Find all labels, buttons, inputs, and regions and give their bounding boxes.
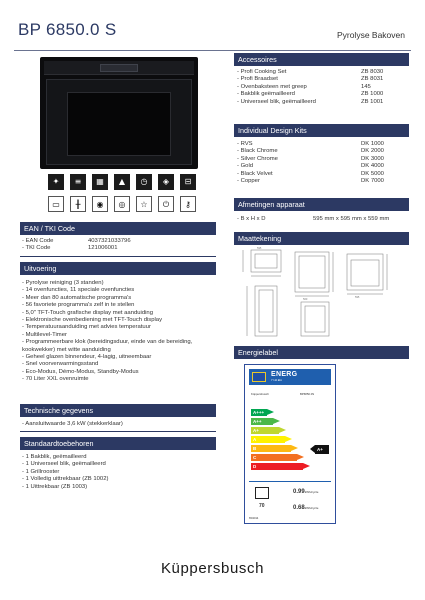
list-item: - Profi Cooking Set ZB 8030 [237, 69, 384, 75]
brand-logo: Küppersbusch [160, 560, 265, 577]
list-item: - Geheel glazen binnendeur, 4-lagig, uitneembaar [22, 354, 152, 361]
temperature-icon: ▲ [114, 174, 130, 190]
section-standaard-header: Standaardtoebehoren [20, 437, 216, 450]
list-item: - Elektronische ovenbediening met TFT-Touch display [22, 317, 163, 324]
list-item: - Multilevel-Timer [22, 331, 67, 338]
section-design-header: Individual Design Kits [234, 124, 409, 137]
energy-class-bar: D [251, 463, 303, 470]
energy-class-bar: C [251, 454, 297, 461]
list-item: - Silver Chrome DK 3000 [237, 155, 384, 162]
ean-divider [20, 256, 216, 257]
energy-class-bar: A++ [251, 418, 273, 425]
list-item: - Programmeerbare klok (bereidingsduur, einde van de bereiding, kookwekker) met witte aanduiding [22, 339, 193, 353]
list-item: - Pyrolyse reiniging (3 standen) [22, 280, 104, 286]
list-item: - B x H x D 595 mm x 595 mm x 559 mm [237, 216, 390, 222]
list-item: - 14 ovenfuncties, 11 speciale ovenfuncties [22, 287, 135, 294]
oven-cavity-icon [255, 487, 269, 499]
dimension-drawing [237, 246, 409, 341]
header-divider [14, 50, 411, 51]
fan-icon: ◎ [114, 196, 130, 212]
star-icon: ☆ [136, 196, 152, 212]
eu-flag-icon [252, 372, 266, 382]
oven-image [40, 57, 198, 169]
list-item: - Black Chrome DK 2000 [237, 148, 384, 155]
kwh-conventional: 0.99kWh/cycle [293, 489, 319, 495]
energy-class-bar: A+++ [251, 409, 267, 416]
product-category: Pyrolyse Bakoven [336, 30, 405, 40]
tki-row: - TKI Code 121006001 [22, 245, 118, 252]
oven-control-panel [44, 61, 194, 75]
list-item: - Universeel blik, geëmailleerd ZB 1001 [237, 98, 384, 105]
kwh-fan: 0.68kWh/cycle [293, 505, 319, 511]
section-afmetingen-header: Afmetingen apparaat [234, 198, 409, 211]
programs-icon: ▦ [92, 174, 108, 190]
oven-window [67, 92, 171, 156]
oven-door [46, 79, 192, 165]
pyrolysis-icon: ✦ [48, 174, 64, 190]
energy-label-header [249, 369, 331, 385]
svg-text:595: 595 [257, 247, 262, 250]
design-list [237, 141, 407, 185]
key-lock-icon: ⚷ [180, 196, 196, 212]
list-item: - Bakblik geëmailleerd ZB 1000 [237, 91, 384, 98]
list-item: - Meer dan 80 automatische programma's [22, 294, 132, 301]
energy-class-bar: A+ [251, 427, 279, 434]
energ-suffix: Y IJA EIA [271, 379, 282, 382]
list-item: - RVS DK 1000 [237, 141, 384, 147]
section-uitvoering-header: Uitvoering [20, 262, 216, 275]
telescopic-rails-icon: ╫ [70, 196, 86, 212]
afmetingen-list [237, 216, 407, 223]
energy-label-divider [249, 481, 331, 482]
list-item: - Black Velvet DK 5000 [237, 170, 384, 177]
list-item: - Eco-Modus, Démo-Modus, Standby-Modus [22, 368, 139, 375]
oven-display [100, 64, 138, 72]
list-item: - 1 Bakblik, geëmailleerd [22, 454, 87, 460]
list-item: - Ovenbaksteen met greep 145 [237, 83, 371, 90]
list-item: - Profi Braadset ZB 8031 [237, 76, 384, 83]
power-icon: ⏻ [158, 196, 174, 212]
energy-class-bar: A [251, 436, 285, 443]
rack-icon: ⊟ [180, 174, 196, 190]
multilevel-icon: ≡ [70, 174, 86, 190]
standaard-list [22, 454, 214, 491]
list-item: - Gold DK 4000 [237, 163, 384, 170]
list-item: - 1 Volledig uittrekbaar (ZB 1002) [22, 476, 109, 483]
regulation-number: 65/2014 [249, 517, 259, 520]
list-item: - Temperatuuraanduiding met advies temperatuur [22, 324, 151, 331]
list-item: - Snel voorverwarmingsstand [22, 361, 99, 368]
list-item: - 70 Liter XXL ovenruimte [22, 376, 89, 383]
list-item: - 1 Universeel blik, geëmailleerd [22, 461, 106, 468]
list-item: - Copper DK 7000 [237, 178, 384, 185]
energy-rating-arrow: A+ [315, 445, 329, 454]
energy-label [244, 364, 336, 524]
energy-label-brand: Küppersbusch [251, 392, 269, 396]
ean-row: - EAN Code 4037321033796 [22, 238, 131, 244]
svg-text:560: 560 [303, 298, 308, 301]
section-accessoires-header: Accessoires [234, 53, 409, 66]
model-title: BP 6850.0 S [18, 20, 117, 39]
energ-text: ENERG [271, 371, 298, 378]
list-item: - 1 Uittrekbaar (ZB 1003) [22, 483, 88, 490]
section-technisch-header: Technische gegevens [20, 404, 216, 417]
eco-icon: ◉ [92, 196, 108, 212]
section-energielabel-header: Energielabel [234, 346, 409, 359]
list-item: - 1 Grillrooster [22, 468, 60, 475]
svg-text:595: 595 [355, 296, 360, 299]
quality-icon: ◈ [158, 174, 174, 190]
technisch-list [22, 421, 214, 428]
door-icon: ▭ [48, 196, 64, 212]
list-item: - 5,0" TFT-Touch grafische display met aanduiding [22, 309, 153, 316]
technisch-divider [20, 431, 216, 432]
list-item: - 56 favoriete programma's zelf in te stellen [22, 302, 135, 309]
list-item: - Aansluitwaarde 3,6 kW (stekkerklaar) [22, 421, 123, 427]
energy-label-model: BP6850.0S [300, 392, 315, 396]
ean-list [22, 238, 212, 253]
energy-class-bar: B [251, 445, 291, 452]
section-ean-header: EAN / TKI Code [20, 222, 216, 235]
timer-icon: ◷ [136, 174, 152, 190]
accessoires-list [237, 69, 407, 106]
cavity-volume: 70 [259, 503, 265, 509]
section-maattekening-header: Maattekening [234, 232, 409, 245]
uitvoering-list [22, 280, 214, 384]
